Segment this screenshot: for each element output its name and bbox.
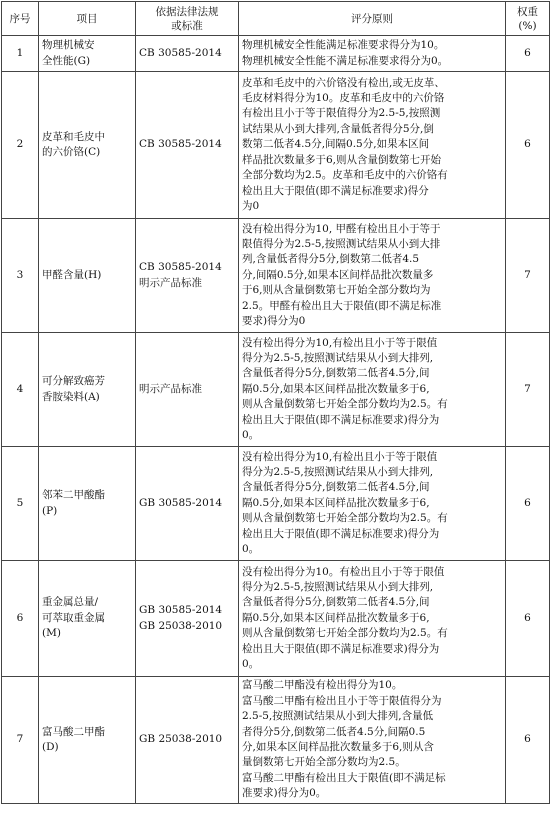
row-number: 3 <box>2 219 39 333</box>
scoring-rule-line: 没有检出得分为10,有检出且小于等于限值 <box>242 336 438 349</box>
standard-reference <box>136 72 239 219</box>
scoring-rule <box>239 36 506 72</box>
table-row <box>2 72 550 219</box>
item-name-line: (P) <box>42 504 58 517</box>
scoring-rule-line: 隔0.5分,如果本区间样品批次数量多于6, <box>242 382 430 395</box>
scoring-rule <box>239 333 506 447</box>
item-name-line: 富马酸二甲酯 <box>42 725 105 738</box>
item-name <box>39 333 136 447</box>
scoring-rule-line: 则从含量倒数第七开始全部分数均为2.5。有 <box>242 512 448 525</box>
header-weight-line: 权重 <box>517 5 538 18</box>
scoring-rule-line: 隔0.5分,如果本区间样品批次数量多于6, <box>242 611 430 624</box>
table-row <box>2 333 550 447</box>
weight-value: 6 <box>506 561 550 677</box>
scoring-rule-line: 检出且大于限值(即不满足标准要求)得分为 <box>242 642 440 655</box>
item-name-line: 全性能(G) <box>42 54 91 67</box>
row-number: 1 <box>2 36 39 72</box>
standard-line: GB 25038-2010 <box>139 619 223 632</box>
scoring-rule-line: 得分为2.5-5,按照测试结果从小到大排列, <box>242 465 434 478</box>
scoring-rule <box>239 561 506 677</box>
header-standard-line: 依据法律法规 <box>155 5 219 18</box>
scoring-rule-line: 有检出且小于等于限值得分为2.5-5,按照测 <box>242 107 441 120</box>
scoring-rule-line: 试结果从小到大排列,含量低者得分5分,倒 <box>242 122 434 135</box>
scoring-rule-line: 检出且大于限值(即不满足标准要求)得分 <box>242 184 429 197</box>
scoring-rule-line: 数第二低者4.5分,间隔0.5分,如果本区间 <box>242 138 430 151</box>
item-name <box>39 447 136 561</box>
table-row <box>2 447 550 561</box>
scoring-rule <box>239 72 506 219</box>
weight-value: 7 <box>506 219 550 333</box>
weight-value: 6 <box>506 72 550 219</box>
item-name-line: (D) <box>42 741 59 753</box>
scoring-rule-line: 列,含量低者得分5分,倒数第二低者4.5 <box>242 253 420 266</box>
header-no: 序号 <box>2 2 39 36</box>
scoring-rule-line: 没有检出得分为10。有检出且小于等于限值 <box>242 565 445 578</box>
item-name <box>39 36 136 72</box>
scoring-table <box>1 1 550 804</box>
scoring-rule-line: 毛皮材料得分为10。皮革和毛皮中的六价铬 <box>242 92 445 105</box>
scoring-rule-line: 隔0.5分,如果本区间样品批次数量多于6, <box>242 496 430 509</box>
scoring-rule-line: 要求)得分为0 <box>242 315 306 328</box>
item-name-line: 甲醛含量(H) <box>42 268 102 281</box>
row-number: 6 <box>2 561 39 677</box>
item-name-line: 香胺染料(A) <box>42 390 100 403</box>
scoring-rule-line: 含量低者得分5分,倒数第二低者4.5分,间 <box>242 596 430 609</box>
scoring-rule-line: 富马酸二甲酯有检出且大于限值(即不满足标 <box>242 771 446 784</box>
header-standard <box>136 2 239 36</box>
scoring-rule-line: 量倒数第七开始全部分数均为2.5。 <box>242 756 406 769</box>
scoring-rule <box>239 219 506 333</box>
item-name-line: 重金属总量/ <box>42 596 99 609</box>
scoring-rule-line: 分,如果本区间样品批次数量多于6,则从含 <box>242 741 434 753</box>
scoring-rule-line: 为0 <box>242 199 260 212</box>
scoring-rule-line: 没有检出得分为10,有检出且小于等于限值 <box>242 450 438 463</box>
scoring-rule-line: 检出且大于限值(即不满足标准要求)得分为 <box>242 527 440 540</box>
scoring-rule-line: 皮革和毛皮中的六价铬没有检出,或无皮革、 <box>242 76 445 89</box>
scoring-rule-line: 物理机械安全性能满足标准要求得分为10。 <box>242 39 445 52</box>
scoring-rule-line: 富马酸二甲酯有检出且小于等于限值得分为 <box>242 694 442 707</box>
row-number: 4 <box>2 333 39 447</box>
header-rule: 评分原则 <box>239 2 506 36</box>
standard-line: 明示产品标准 <box>139 382 202 395</box>
standard-line: GB 25038-2010 <box>139 733 223 746</box>
standard-line: CB 30585-2014 <box>139 261 222 274</box>
weight-value: 7 <box>506 333 550 447</box>
item-name-line: 可萃取重金属 <box>42 611 105 624</box>
item-name-line: 的六价铬(C) <box>42 146 101 158</box>
scoring-rule-line: 样品批次数量多于6,则从含量倒数第七开始 <box>242 153 442 166</box>
scoring-rule-line: 2.5-5,按照测试结果从小到大排列,含量低 <box>242 710 434 723</box>
scoring-rule <box>239 677 506 804</box>
standard-line: CB 30585-2014 <box>139 46 222 59</box>
scoring-rule <box>239 447 506 561</box>
scoring-rule-line: 0。 <box>242 543 260 556</box>
scoring-rule-line: 2.5。甲醛有检出且大于限值(即不满足标准 <box>242 299 442 312</box>
item-name-line: 邻苯二甲酸酯 <box>42 489 105 502</box>
standard-reference <box>136 219 239 333</box>
scoring-rule-line: 检出且大于限值(即不满足标准要求)得分为 <box>242 413 440 426</box>
table-row <box>2 677 550 804</box>
standard-reference <box>136 36 239 72</box>
scoring-rule-line: 含量低者得分5分,倒数第二低者4.5分,间 <box>242 481 430 494</box>
standard-reference <box>136 333 239 447</box>
row-number: 5 <box>2 447 39 561</box>
scoring-rule-line: 得分为2.5-5,按照测试结果从小到大排列, <box>242 580 434 593</box>
scoring-rule-line: 则从含量倒数第七开始全部分数均为2.5。有 <box>242 627 448 640</box>
standard-reference <box>136 677 239 804</box>
standard-line: GB 30585-2014 <box>139 496 223 509</box>
item-name-line: (M) <box>42 627 61 640</box>
table-row <box>2 219 550 333</box>
standard-reference <box>136 561 239 677</box>
item-name <box>39 561 136 677</box>
scoring-rule-line: 分,间隔0.5分,如果本区间样品批次数量多 <box>242 268 434 281</box>
item-name-line: 可分解致癌芳 <box>42 375 105 388</box>
item-name <box>39 677 136 804</box>
standard-line: CB 30585-2014 <box>139 138 222 151</box>
header-row <box>2 2 550 36</box>
table-row <box>2 36 550 72</box>
item-name-line: 物理机械安 <box>42 39 95 52</box>
header-weight-line: (%) <box>518 19 537 32</box>
scoring-rule-line: 0。 <box>242 429 260 442</box>
item-name-line: 皮革和毛皮中 <box>42 130 105 143</box>
scoring-rule-line: 0。 <box>242 658 260 671</box>
table-row <box>2 561 550 677</box>
standard-line: GB 30585-2014 <box>139 604 223 617</box>
header-weight <box>506 2 550 36</box>
standard-line: 明示产品标准 <box>139 276 202 289</box>
row-number: 2 <box>2 72 39 219</box>
scoring-rule-line: 则从含量倒数第七开始全部分数均为2.5。有 <box>242 398 448 411</box>
item-name <box>39 72 136 219</box>
scoring-rule-line: 于6,则从含量倒数第七开始全部分数均为 <box>242 284 431 297</box>
item-name <box>39 219 136 333</box>
scoring-rule-line: 物理机械安全性能不满足标准要求得分为0。 <box>242 54 449 67</box>
header-item: 项目 <box>39 2 136 36</box>
weight-value: 6 <box>506 677 550 804</box>
scoring-rule-line: 者得分5分,倒数第二低者4.5分,间隔0.5 <box>242 725 426 738</box>
scoring-rule-line: 富马酸二甲酯没有检出得分为10。 <box>242 679 403 692</box>
scoring-rule-line: 没有检出得分为10, 甲醛有检出且小于等于 <box>242 222 441 235</box>
weight-value: 6 <box>506 36 550 72</box>
header-standard-line: 或标准 <box>171 19 203 32</box>
scoring-rule-line: 全部分数均为2.5。皮革和毛皮中的六价铬有 <box>242 169 448 182</box>
scoring-rule-line: 准要求)得分为0。 <box>242 787 327 800</box>
standard-reference <box>136 447 239 561</box>
weight-value: 6 <box>506 447 550 561</box>
row-number: 7 <box>2 677 39 804</box>
scoring-rule-line: 限值得分为2.5-5,按照测试结果从小到大排 <box>242 237 441 250</box>
scoring-rule-line: 含量低者得分5分,倒数第二低者4.5分,间 <box>242 367 430 380</box>
scoring-rule-line: 得分为2.5-5,按照测试结果从小到大排列, <box>242 351 434 364</box>
